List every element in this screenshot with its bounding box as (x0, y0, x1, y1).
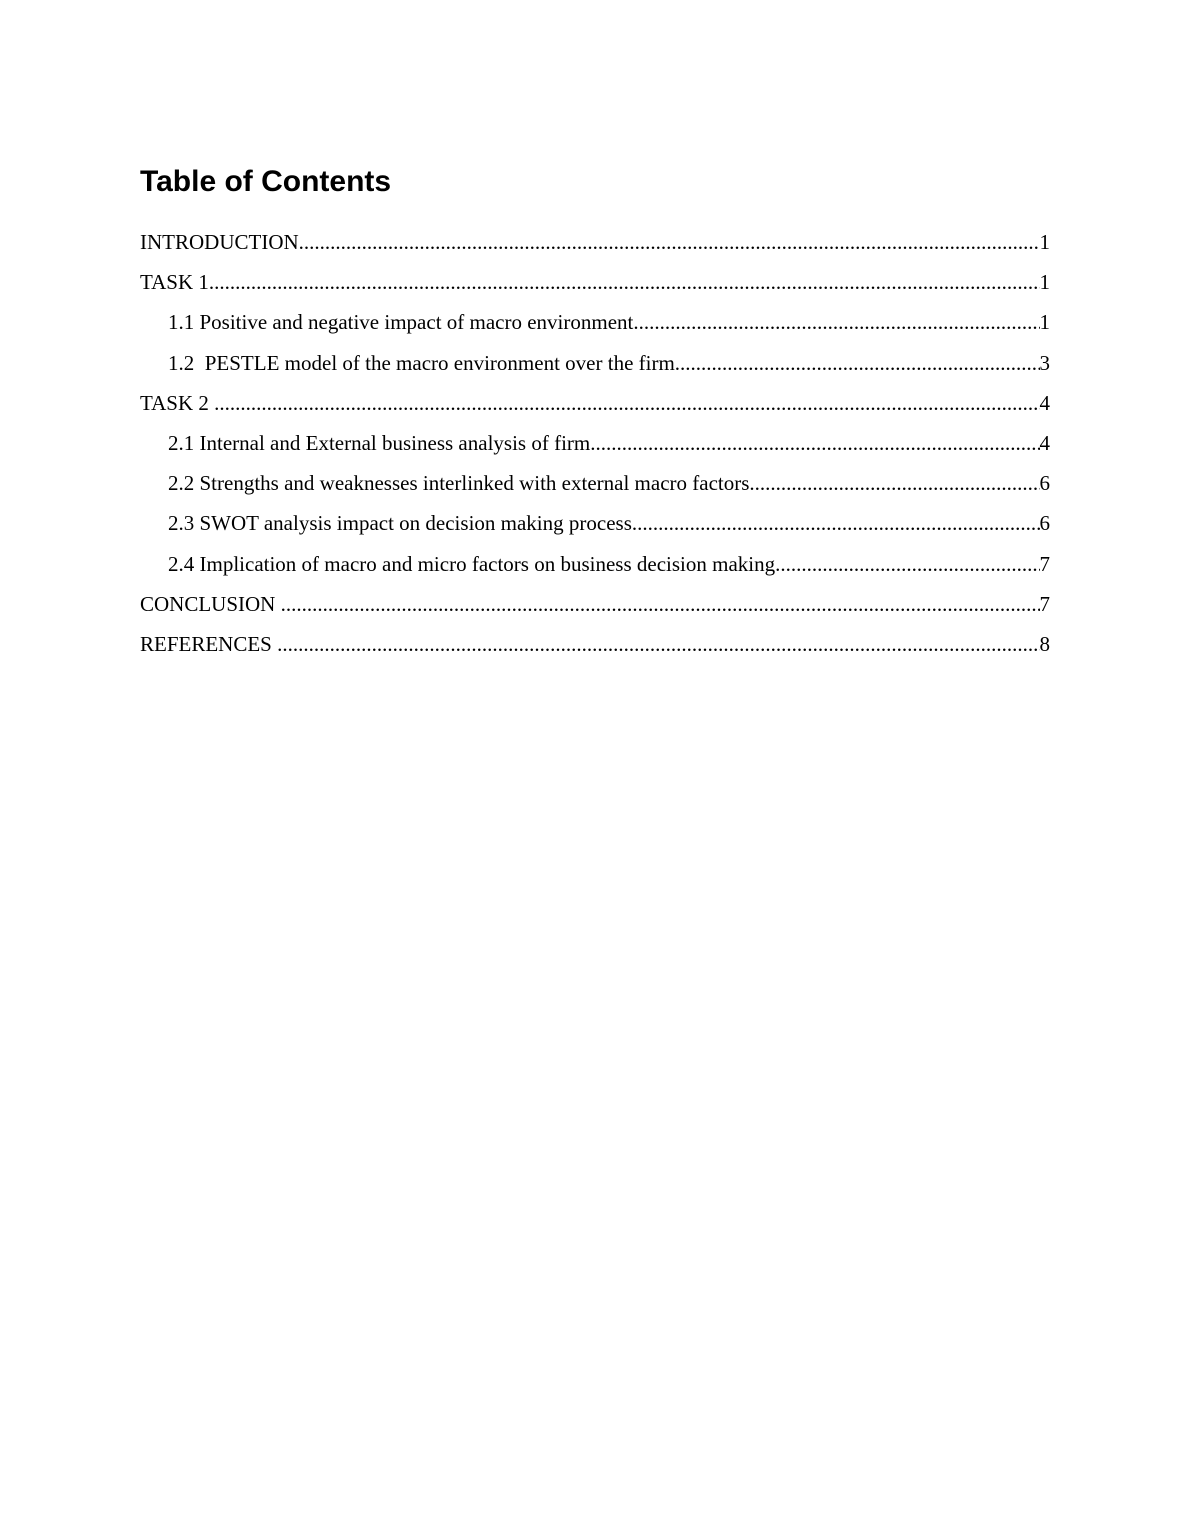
toc-entry-label: 2.3 SWOT analysis impact on decision making process (168, 511, 632, 536)
toc-entry-2-4[interactable] (140, 550, 1050, 590)
toc-page-number: 6 (1039, 511, 1050, 536)
toc-heading: Table of Contents (140, 165, 392, 198)
toc-entry-1-2[interactable] (140, 349, 1050, 389)
toc-page-number: 7 (1039, 551, 1050, 576)
toc-entry-task-1[interactable] (140, 268, 1050, 308)
toc-dot-leader (299, 228, 1040, 256)
toc-dot-leader (214, 389, 1039, 417)
toc-entry-task-2[interactable] (140, 389, 1050, 429)
toc-page-number: 3 (1039, 350, 1050, 375)
toc-entry-references[interactable] (140, 630, 1050, 670)
toc-dot-leader (749, 469, 1039, 497)
toc-page-number: 8 (1039, 631, 1050, 656)
toc-entry-introduction[interactable] (140, 228, 1050, 268)
toc-entry-label: 1.2 PESTLE model of the macro environment over the firm (168, 350, 675, 375)
toc-page-number: 4 (1039, 430, 1050, 455)
toc-entry-label: 2.4 Implication of macro and micro factors on business decision making (168, 551, 776, 576)
toc-entry-conclusion[interactable] (140, 590, 1050, 630)
toc-dot-leader (633, 308, 1039, 336)
toc-entry-label: 2.2 Strengths and weaknesses interlinked with external macro factors (168, 471, 750, 496)
toc-entry-label: TASK 1 (140, 270, 209, 295)
toc-entry-label: 2.1 Internal and External business analysis of firm (168, 430, 591, 455)
toc-entry-label: REFERENCES (140, 631, 278, 656)
toc-entry-2-1[interactable] (140, 429, 1050, 469)
toc-entry-2-2[interactable] (140, 469, 1050, 509)
toc-page-number: 1 (1039, 310, 1050, 335)
toc-page-number: 4 (1039, 390, 1050, 415)
toc-entry-1-1[interactable] (140, 308, 1050, 348)
toc-dot-leader (675, 349, 1040, 377)
toc-page-number: 7 (1039, 591, 1050, 616)
toc-dot-leader (590, 429, 1039, 457)
toc-entry-2-3[interactable] (140, 509, 1050, 549)
toc-page-number: 6 (1039, 471, 1050, 496)
toc-entry-label: INTRODUCTION (140, 230, 299, 254)
toc-dot-leader (775, 550, 1039, 578)
toc-dot-leader (209, 268, 1040, 296)
toc-dot-leader (632, 509, 1040, 537)
toc-list (140, 228, 1050, 670)
toc-page-number: 1 (1039, 270, 1050, 295)
toc-entry-label: 1.1 Positive and negative impact of macro environment (168, 310, 634, 335)
toc-dot-leader (281, 590, 1040, 618)
toc-entry-label: CONCLUSION (140, 591, 281, 616)
toc-entry-label: TASK 2 (140, 390, 215, 415)
toc-dot-leader (277, 630, 1039, 658)
toc-page-number: 1 (1039, 230, 1050, 254)
